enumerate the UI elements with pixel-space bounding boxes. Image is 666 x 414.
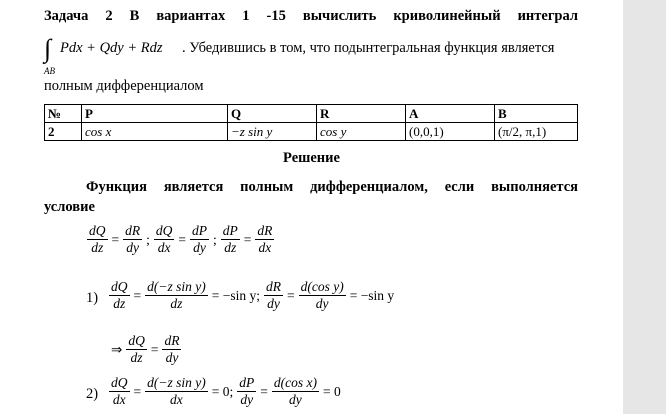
table-header-cell: №	[45, 105, 82, 123]
fraction: $\frac{dP}{dy}$	[239, 375, 255, 407]
implies-symbol: ⇒	[111, 341, 123, 357]
fraction: $\frac{dQ}{dx}$	[111, 375, 128, 407]
fraction: $\frac{dP}{dz}$	[222, 223, 238, 255]
table-row	[45, 123, 578, 141]
table-header-row	[45, 105, 578, 123]
table-header-cell: A	[406, 105, 495, 123]
fraction: $\frac{dR}{dy}$	[125, 223, 141, 255]
task-text-line2: . Убедившись в том, что подынтегральная функция является	[182, 40, 555, 56]
step-label-2: 2)	[86, 386, 99, 402]
task-text-line3: полным дифференциалом	[44, 78, 204, 94]
table-cell: cos y	[317, 123, 406, 141]
fraction: $\frac{dQ}{dz}$	[89, 223, 106, 255]
fraction: $\frac{dP}{dy}$	[192, 223, 208, 255]
fraction: $\frac{\text{d(−z sin y)}}{dx}$	[147, 375, 206, 407]
integral-expression: Pdx + Qdy + Rdz	[60, 40, 163, 56]
table-header-cell: B	[495, 105, 578, 123]
step-label-1: 1)	[86, 290, 99, 306]
solution-heading: Решение	[283, 150, 340, 166]
fraction: $\frac{dR}{dy}$	[265, 279, 281, 311]
equation-step2: $\frac{dQ}{dx}$ = $\frac{\text{d(−z sin y)}}{dx}$ = 0; $\frac{dP}{dy}$ = $\frac{\text{d(cos x)}}{dy}$ = 0	[111, 375, 341, 407]
window-margin	[623, 0, 666, 414]
fraction: $\frac{\text{d(cos y)}}{dy}$	[300, 279, 344, 311]
table-header-cell: Q	[228, 105, 317, 123]
fraction: $\frac{dQ}{dz}$	[111, 279, 128, 311]
condition-line1: Функция является полным дифференциалом, если выполняется	[86, 179, 578, 195]
fraction: $\frac{dQ}{dx}$	[155, 223, 173, 255]
fraction: $\frac{dQ}{dz}$	[128, 333, 145, 365]
equation-step1: $\frac{dQ}{dz}$ = $\frac{\text{d(−z sin y)}}{dz}$ = −sin y; $\frac{dR}{dy}$ = $\frac{\text{d(cos y)}}{dy}$ = −sin y	[111, 279, 395, 311]
table-cell: −z sin y	[228, 123, 317, 141]
fraction: $\frac{\text{d(cos x)}}{dy}$	[273, 375, 317, 407]
fraction: $\frac{dR}{dx}$	[257, 223, 273, 255]
fraction: $\frac{\text{d(−z sin y)}}{dz}$	[147, 279, 206, 311]
table-cell: 2	[45, 123, 82, 141]
fraction: $\frac{dR}{dy}$	[164, 333, 180, 365]
condition-line2: условие	[44, 199, 95, 215]
equation-condition: $\frac{dQ}{dz}$ = $\frac{dR}{dy}$ ; $\frac{dQ}{dx}$ = $\frac{dP}{dy}$ ; $\frac{dP}{dz}$ = $\frac{dR}{dx}$	[89, 223, 273, 255]
variant-table	[44, 104, 578, 141]
table-cell: cos x	[82, 123, 228, 141]
integral-symbol: ∫	[44, 34, 52, 63]
table-header-cell: P	[82, 105, 228, 123]
task-heading-line: Задача 2 В вариантах 1 -15 вычислить криволинейный интеграл	[44, 8, 578, 24]
table-cell: (0,0,1)	[406, 123, 495, 141]
table-cell: (π/2, π,1)	[495, 123, 578, 141]
equation-step1-conclusion: ⇒ $\frac{dQ}{dz}$ = $\frac{dR}{dy}$	[111, 333, 180, 365]
integral-subscript: AB	[44, 66, 55, 76]
table-header-cell: R	[317, 105, 406, 123]
